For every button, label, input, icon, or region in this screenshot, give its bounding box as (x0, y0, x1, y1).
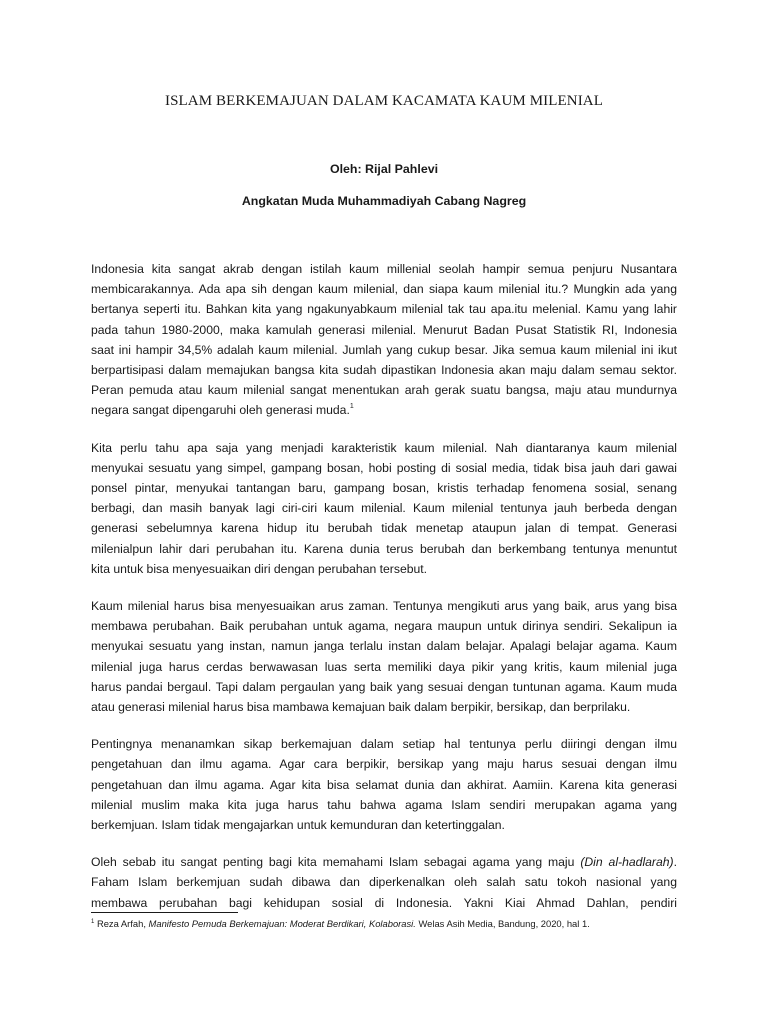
text-run: berkemjuan. Islam tidak mengajarkan untuk kemunduran dan ketertinggalan. (91, 818, 505, 833)
paragraph (91, 438, 677, 579)
text-run: negara sangat dipengaruhi oleh generasi muda. (91, 403, 350, 418)
text-run: berbagi, dan masih banyak lagi ciri-ciri kaum milenial. Kaum milenial tentunya jauh berbeda dengan (91, 501, 677, 516)
text-run: bertanya seperti itu. Bahkan kita yang ngakunyabkaum milenial tak tau apa.itu melenial. Kamu yang lahir (91, 302, 677, 317)
text-line (91, 596, 677, 616)
text-run: milenial juga harus cerdas berwawasan luas serta memiliki daya pikir yang kritis, kaum milenial juga (91, 659, 677, 674)
text-run: ponsel pintar, menyukai tantangan baru, gampang bosan, kristis terhadap fenomena sosial, senang (91, 481, 677, 496)
text-line (91, 734, 677, 754)
body-text (91, 259, 677, 911)
text-run: harus pandai bergaul. Tapi dalam pergaulan yang baik yang sesuai dengan tuntunan agama. Kaum muda (91, 679, 677, 694)
text-run: generasi sebelumnya karena hidup itu berubah tidak menetap ataupun jalan di tempat. Generasi (91, 521, 677, 536)
text-line (91, 872, 677, 892)
footnote-number: 1 (91, 919, 95, 925)
text-line (91, 616, 677, 636)
affiliation-line: Angkatan Muda Muhammadiyah Cabang Nagreg (241, 194, 527, 208)
footnote-book-title: Manifesto Pemuda Berkemajuan: Moderat Berdikari, Kolaborasi. (148, 918, 416, 929)
text-line (91, 657, 677, 677)
text-line (91, 259, 677, 279)
footnote-publisher: Welas Asih Media, Bandung, 2020, hal 1. (415, 918, 590, 929)
text-line (91, 438, 677, 458)
text-run: atau generasi milenial harus bisa mambawa kemajuan baik dalam berpikir, bersikap, dan berprilaku. (91, 700, 631, 715)
footnote-author: Reza Arfah, (96, 918, 149, 929)
text-run: membicarakannya. Ada apa sih dengan kaum milenial, dan siapa kaum milenial itu.? Mungkin ada yang (91, 282, 677, 297)
text-line (91, 458, 677, 478)
text-line (91, 380, 677, 400)
footnote-separator (91, 912, 238, 913)
text-run: . (673, 855, 677, 870)
text-run: Peran pemuda atau kaum milenial sangat menentukan arah gerak suatu bangsa, maju atau mundurnya (91, 383, 677, 398)
text-run: membawa perubahan bagi kehidupan sosial di Indonesia. Yakni Kiai Ahmad Dahlan, pendiri (91, 895, 677, 910)
document-title: ISLAM BERKEMAJUAN DALAM KACAMATA KAUM MILENIAL (165, 93, 603, 109)
text-line (91, 320, 677, 340)
text-line (91, 360, 677, 380)
author-line: Oleh: Rijal Pahlevi (329, 162, 439, 176)
text-run: Kita perlu tahu apa saja yang menjadi karakteristik kaum milenial. Nah diantaranya kaum milenial (91, 440, 677, 455)
text-line (91, 559, 677, 579)
text-run: Indonesia kita sangat akrab dengan istilah kaum millenial seolah hampir semua penjuru Nusantara (91, 262, 677, 276)
footnote (91, 918, 691, 930)
text-run: pengetahuan dan ilmu agama. Agar cara berpikir, bersikap yang maju harus sesuai dengan ilmu (91, 757, 677, 772)
text-line (91, 299, 677, 319)
text-line (91, 677, 677, 697)
text-line (91, 754, 677, 774)
text-line (91, 775, 677, 795)
text-run: menyukai sesuatu yang instan, namun janga terlalu instan dalam belajar. Apalagi belajar agama. Kaum (91, 639, 677, 654)
text-line (91, 636, 677, 656)
italic-term: (Din al-hadlarah) (580, 855, 674, 870)
text-run: membawa perubahan. Baik perubahan untuk agama, negara maupun untuk dirinya sendiri. Sekalipun ia (91, 619, 677, 634)
text-line (91, 795, 677, 815)
text-run: milenial muslim maka kita juga harus tahu bahwa agama Islam sendiri merupakan agama yang (91, 797, 677, 812)
text-run: Pentingnya menanamkan sikap berkemajuan dalam setiap hal tentunya perlu diiringi dengan ilmu (91, 737, 677, 752)
text-run: milenialpun lahir dari perubahan itu. Karena dunia terus berubah dan berkembang tentunya menuntut (91, 541, 677, 556)
text-line (91, 852, 677, 872)
text-run: berpartisipasi dalam memajukan bangsa kita sudah dipastikan Indonesia akan maju dalam semau sektor. (91, 363, 677, 378)
paragraph (91, 852, 677, 911)
text-line (91, 893, 677, 911)
text-run: Oleh sebab itu sangat penting bagi kita memahami Islam sebagai agama yang maju (91, 855, 581, 870)
text-line (91, 340, 677, 360)
text-line (91, 697, 677, 717)
text-line (91, 539, 677, 559)
text-run: Faham Islam berkemjuan sudah dibawa dan diperkenalkan oleh salah satu tokoh nasional yang (91, 875, 677, 890)
text-line (91, 478, 677, 498)
text-line (91, 498, 677, 518)
text-line (91, 815, 677, 835)
text-run: menyukai sesuatu yang simpel, gampang bosan, hobi posting di sosial media, tidak bisa jauh dari gawai (91, 460, 677, 475)
text-run: kita untuk bisa menyesuaikan diri dengan perubahan tersebut. (91, 561, 428, 576)
footnote-reference: 1 (349, 403, 354, 411)
text-line (91, 518, 677, 538)
text-line (91, 279, 677, 299)
text-line (91, 400, 677, 420)
text-run: pada tahun 1980-2000, maka kamulah generasi milenial. Menurut Badan Pusat Statistik RI, Indonesia (91, 322, 677, 337)
text-run: Kaum milenial harus bisa menyesuaikan arus zaman. Tentunya mengikuti arus yang baik, arus yang bisa (91, 599, 677, 614)
text-run: pengetahuan dan ilmu agama. Agar kita bisa selamat dunia dan akhirat. Aamiin. Karena kita generasi (91, 777, 677, 792)
paragraph (91, 596, 677, 717)
text-run: saat ini hampir 34,5% adalah kaum milenial. Jumlah yang cukup besar. Jika semua kaum milenial ini ikut (91, 342, 677, 357)
paragraph (91, 259, 677, 421)
paragraph (91, 734, 677, 835)
